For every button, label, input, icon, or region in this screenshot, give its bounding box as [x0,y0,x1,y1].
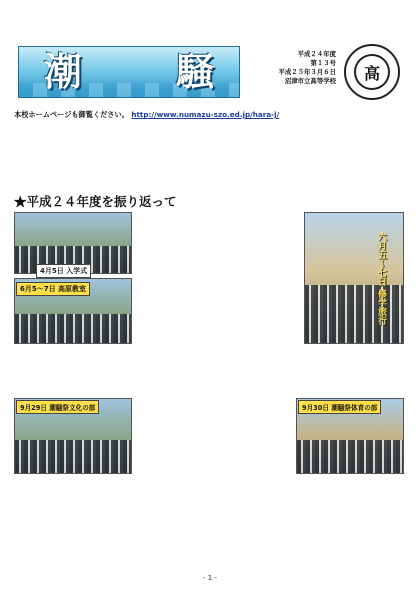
title-char-2: 騒 [176,49,215,94]
section-heading: ★平成２４年度を振り返って [14,194,177,209]
issue-year: 平成２４年度 [297,50,336,58]
caption-entrance-ceremony: 4月5日 入学式 [36,264,91,278]
homepage-label: 本校ホームページも御覧ください。 [14,110,129,119]
homepage-link[interactable]: http://www.numazu-szo.ed.jp/hara-j/ [131,110,280,119]
caption-festival-culture: 9月29日 潮騒祭文化の部 [16,400,99,414]
issue-school: 沼津市立高等学校 [284,77,336,85]
photo-school-trip [304,212,404,344]
homepage-line [14,110,406,120]
caption-school-trip: 六月五～七日 修学旅行 [376,232,386,326]
issue-info [252,50,336,86]
school-emblem-icon [344,44,400,100]
caption-highland-class: 6月5～7日 高原教室 [16,282,90,296]
school-emblem-inner: 高 [354,54,390,90]
issue-number: 第１３号 [310,59,336,67]
caption-festival-sports: 9月30日 潮騒祭体育の部 [298,400,381,414]
issue-date: 平成２５年３月６日 [278,68,336,76]
page-number: - 1 - [203,574,217,582]
title-char-1: 潮 [44,49,83,94]
